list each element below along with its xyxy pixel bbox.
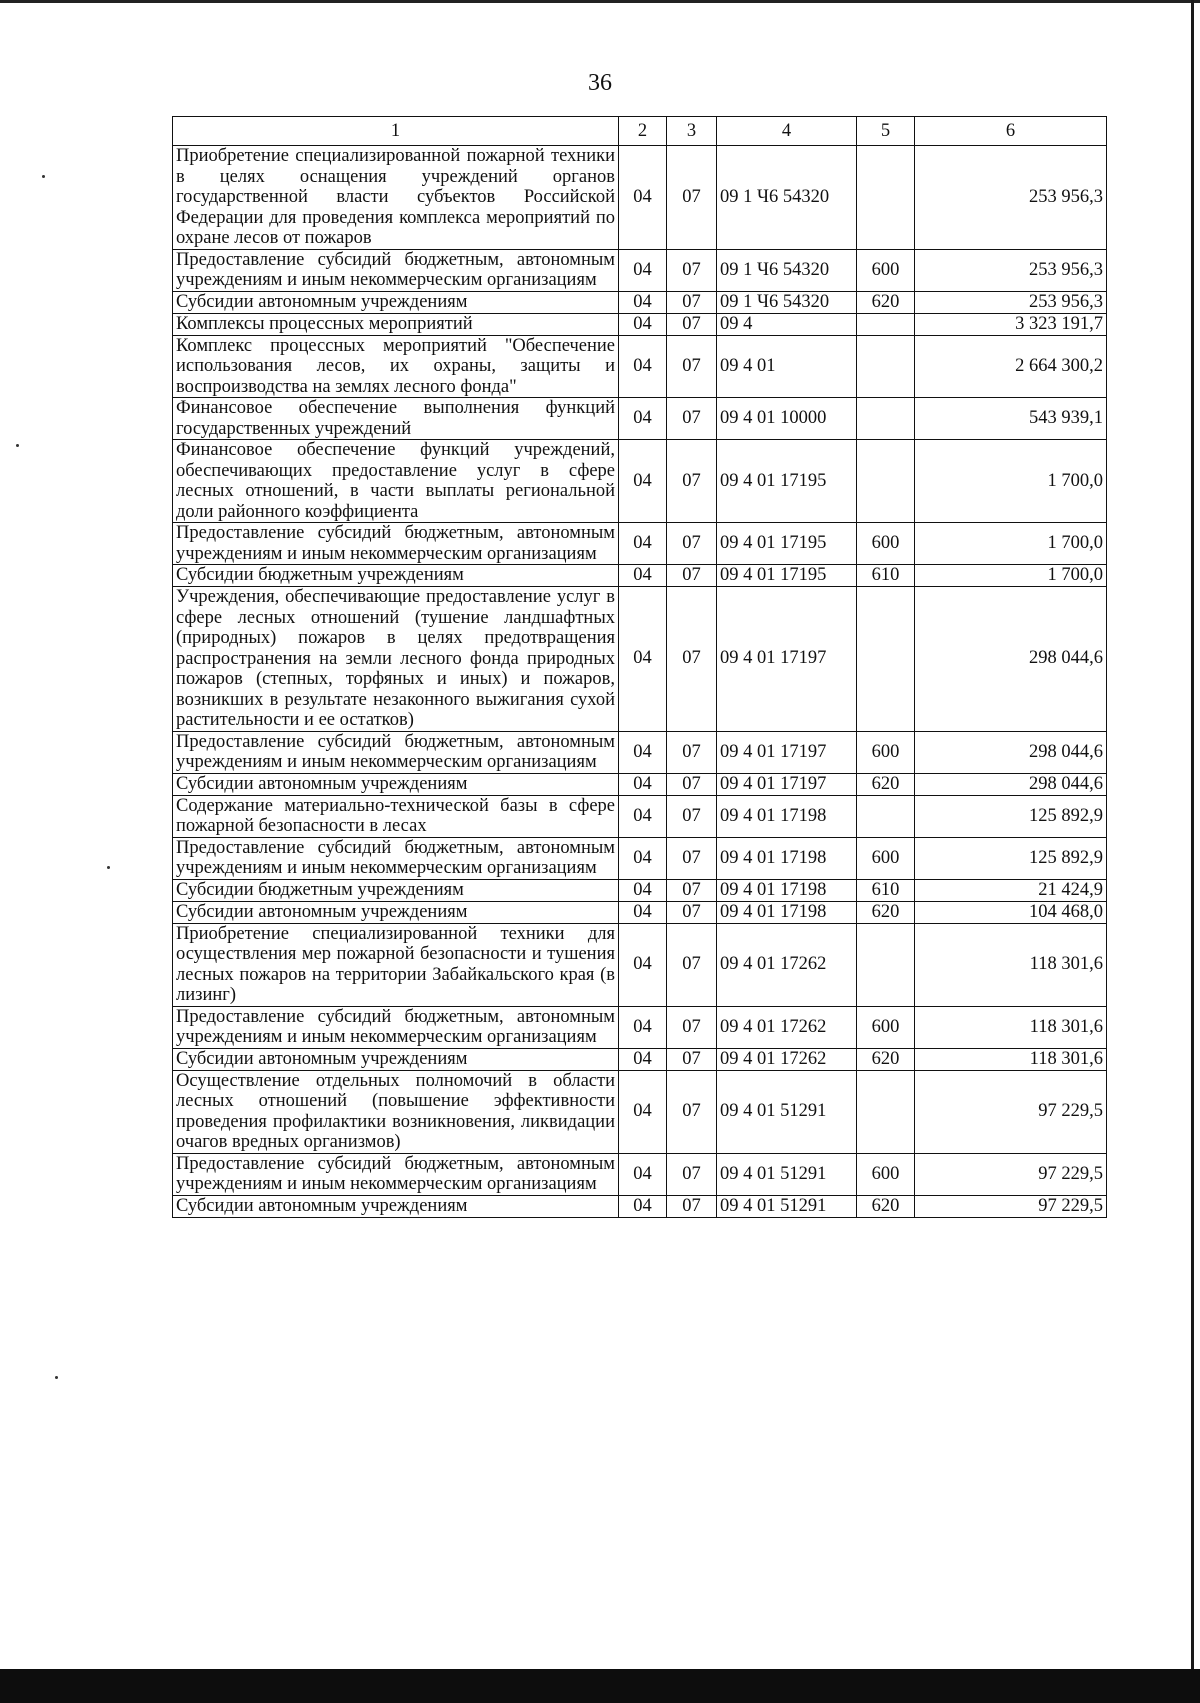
scan-right-edge [1191,0,1194,1703]
target-article-cell: 09 4 01 17262 [717,923,857,1006]
expense-type-cell: 600 [857,249,915,291]
section-code-cell: 04 [619,313,667,335]
section-code-cell: 04 [619,1153,667,1195]
expense-type-cell [857,398,915,440]
subsection-code-cell: 07 [667,795,717,837]
target-article-cell: 09 4 01 [717,335,857,398]
expense-type-cell: 600 [857,837,915,879]
row-name-cell: Субсидии автономным учреждениям [173,901,619,923]
subsection-code-cell: 07 [667,335,717,398]
subsection-code-cell: 07 [667,731,717,773]
section-code-cell: 04 [619,523,667,565]
row-name-cell: Предоставление субсидий бюджетным, автономным учреждениям и иным некоммерческим организациям [173,249,619,291]
section-code-cell: 04 [619,1048,667,1070]
expense-type-cell [857,923,915,1006]
table-row [173,1153,1107,1195]
expense-type-cell [857,313,915,335]
table-row [173,1195,1107,1217]
table-row [173,335,1107,398]
column-header: 6 [915,117,1107,146]
expense-type-cell [857,1070,915,1153]
subsection-code-cell: 07 [667,440,717,523]
row-name-cell: Субсидии автономным учреждениям [173,1195,619,1217]
expense-type-cell: 610 [857,879,915,901]
amount-cell: 118 301,6 [915,1006,1107,1048]
amount-cell: 253 956,3 [915,146,1107,250]
section-code-cell: 04 [619,565,667,587]
expense-type-cell [857,335,915,398]
row-name-cell: Финансовое обеспечение выполнения функций государственных учреждений [173,398,619,440]
target-article-cell: 09 4 01 17197 [717,731,857,773]
table-body [173,146,1107,1218]
subsection-code-cell: 07 [667,901,717,923]
row-name-cell: Субсидии автономным учреждениям [173,291,619,313]
subsection-code-cell: 07 [667,249,717,291]
row-name-cell: Предоставление субсидий бюджетным, автономным учреждениям и иным некоммерческим организациям [173,1006,619,1048]
amount-cell: 125 892,9 [915,837,1107,879]
expense-type-cell [857,587,915,732]
row-name-cell: Осуществление отдельных полномочий в области лесных отношений (повышение эффективности проведения профилактики возникновения, ликвидации очагов вредных организмов) [173,1070,619,1153]
row-name-cell: Предоставление субсидий бюджетным, автономным учреждениям и иным некоммерческим организациям [173,837,619,879]
amount-cell: 253 956,3 [915,249,1107,291]
subsection-code-cell: 07 [667,146,717,250]
row-name-cell: Предоставление субсидий бюджетным, автономным учреждениям и иным некоммерческим организациям [173,1153,619,1195]
section-code-cell: 04 [619,249,667,291]
amount-cell: 97 229,5 [915,1153,1107,1195]
amount-cell: 97 229,5 [915,1070,1107,1153]
row-name-cell: Учреждения, обеспечивающие предоставление услуг в сфере лесных отношений (тушение ландшафтных (природных) пожаров в целях предотвращения распространения на земли лесного фонда природных пожаров (степных, торфяных и иных) и пожаров, возникших в результате незаконного выжигания сухой растительности и ее остатков) [173,587,619,732]
expense-type-cell [857,440,915,523]
table-row [173,440,1107,523]
target-article-cell: 09 4 01 17195 [717,440,857,523]
target-article-cell: 09 4 01 17262 [717,1048,857,1070]
scan-speck [16,444,19,447]
column-header: 2 [619,117,667,146]
table-row [173,565,1107,587]
target-article-cell: 09 1 Ч6 54320 [717,249,857,291]
subsection-code-cell: 07 [667,523,717,565]
amount-cell: 253 956,3 [915,291,1107,313]
target-article-cell: 09 4 01 51291 [717,1070,857,1153]
section-code-cell: 04 [619,795,667,837]
section-code-cell: 04 [619,879,667,901]
section-code-cell: 04 [619,731,667,773]
table-header-row [173,117,1107,146]
target-article-cell: 09 4 01 10000 [717,398,857,440]
amount-cell: 298 044,6 [915,587,1107,732]
table-row [173,879,1107,901]
target-article-cell: 09 4 01 17197 [717,587,857,732]
table-row [173,398,1107,440]
section-code-cell: 04 [619,1070,667,1153]
section-code-cell: 04 [619,146,667,250]
table-row [173,901,1107,923]
row-name-cell: Содержание материально-технической базы в сфере пожарной безопасности в лесах [173,795,619,837]
amount-cell: 2 664 300,2 [915,335,1107,398]
target-article-cell: 09 4 01 17198 [717,795,857,837]
table-row [173,1048,1107,1070]
row-name-cell: Комплекс процессных мероприятий "Обеспечение использования лесов, их охраны, защиты и воспроизводства на землях лесного фонда" [173,335,619,398]
table-row [173,731,1107,773]
target-article-cell: 09 4 01 17195 [717,565,857,587]
table-row [173,291,1107,313]
expense-type-cell: 620 [857,1195,915,1217]
expense-type-cell: 620 [857,291,915,313]
subsection-code-cell: 07 [667,1195,717,1217]
subsection-code-cell: 07 [667,923,717,1006]
table-row [173,313,1107,335]
table-row [173,1070,1107,1153]
column-header: 3 [667,117,717,146]
target-article-cell: 09 4 01 17198 [717,901,857,923]
subsection-code-cell: 07 [667,773,717,795]
column-header: 5 [857,117,915,146]
expense-type-cell: 620 [857,901,915,923]
target-article-cell: 09 4 01 51291 [717,1195,857,1217]
subsection-code-cell: 07 [667,291,717,313]
scan-speck [107,866,110,869]
expense-type-cell [857,795,915,837]
section-code-cell: 04 [619,398,667,440]
amount-cell: 543 939,1 [915,398,1107,440]
target-article-cell: 09 4 [717,313,857,335]
table-row [173,249,1107,291]
scan-speck [55,1376,58,1379]
subsection-code-cell: 07 [667,398,717,440]
table-row [173,837,1107,879]
amount-cell: 298 044,6 [915,773,1107,795]
table-row [173,795,1107,837]
row-name-cell: Комплексы процессных мероприятий [173,313,619,335]
section-code-cell: 04 [619,440,667,523]
row-name-cell: Приобретение специализированной пожарной техники в целях оснащения учреждений органов государственной власти субъектов Российской Федерации для проведения комплекса мероприятий по охране лесов от пожаров [173,146,619,250]
scan-bottom-edge [0,1669,1200,1703]
scan-top-edge [0,0,1200,3]
section-code-cell: 04 [619,587,667,732]
target-article-cell: 09 1 Ч6 54320 [717,291,857,313]
scan-speck [42,175,45,178]
expense-type-cell: 620 [857,773,915,795]
amount-cell: 97 229,5 [915,1195,1107,1217]
section-code-cell: 04 [619,923,667,1006]
expense-type-cell: 620 [857,1048,915,1070]
expense-type-cell: 600 [857,731,915,773]
subsection-code-cell: 07 [667,1048,717,1070]
subsection-code-cell: 07 [667,565,717,587]
expense-type-cell: 600 [857,1153,915,1195]
amount-cell: 118 301,6 [915,1048,1107,1070]
subsection-code-cell: 07 [667,837,717,879]
amount-cell: 3 323 191,7 [915,313,1107,335]
target-article-cell: 09 4 01 17198 [717,837,857,879]
row-name-cell: Предоставление субсидий бюджетным, автономным учреждениям и иным некоммерческим организациям [173,523,619,565]
table-row [173,1006,1107,1048]
target-article-cell: 09 1 Ч6 54320 [717,146,857,250]
table-row [173,523,1107,565]
subsection-code-cell: 07 [667,313,717,335]
target-article-cell: 09 4 01 17262 [717,1006,857,1048]
section-code-cell: 04 [619,335,667,398]
page-number: 36 [588,70,612,96]
budget-table [172,116,1107,1218]
target-article-cell: 09 4 01 17195 [717,523,857,565]
subsection-code-cell: 07 [667,1153,717,1195]
row-name-cell: Субсидии автономным учреждениям [173,773,619,795]
target-article-cell: 09 4 01 17197 [717,773,857,795]
amount-cell: 125 892,9 [915,795,1107,837]
section-code-cell: 04 [619,1006,667,1048]
amount-cell: 1 700,0 [915,565,1107,587]
column-header: 4 [717,117,857,146]
subsection-code-cell: 07 [667,879,717,901]
target-article-cell: 09 4 01 51291 [717,1153,857,1195]
row-name-cell: Предоставление субсидий бюджетным, автономным учреждениям и иным некоммерческим организациям [173,731,619,773]
subsection-code-cell: 07 [667,1006,717,1048]
section-code-cell: 04 [619,291,667,313]
subsection-code-cell: 07 [667,587,717,732]
amount-cell: 1 700,0 [915,523,1107,565]
expense-type-cell [857,146,915,250]
section-code-cell: 04 [619,773,667,795]
amount-cell: 104 468,0 [915,901,1107,923]
row-name-cell: Приобретение специализированной техники для осуществления мер пожарной безопасности и тушения лесных пожаров на территории Забайкальского края (в лизинг) [173,923,619,1006]
amount-cell: 1 700,0 [915,440,1107,523]
row-name-cell: Финансовое обеспечение функций учреждений, обеспечивающих предоставление услуг в сфере лесных отношений, в части выплаты региональной доли районного коэффициента [173,440,619,523]
table-row [173,146,1107,250]
row-name-cell: Субсидии бюджетным учреждениям [173,879,619,901]
section-code-cell: 04 [619,901,667,923]
expense-type-cell: 600 [857,523,915,565]
row-name-cell: Субсидии автономным учреждениям [173,1048,619,1070]
expense-type-cell: 610 [857,565,915,587]
target-article-cell: 09 4 01 17198 [717,879,857,901]
table-row [173,587,1107,732]
row-name-cell: Субсидии бюджетным учреждениям [173,565,619,587]
expense-type-cell: 600 [857,1006,915,1048]
amount-cell: 298 044,6 [915,731,1107,773]
section-code-cell: 04 [619,837,667,879]
column-header: 1 [173,117,619,146]
section-code-cell: 04 [619,1195,667,1217]
subsection-code-cell: 07 [667,1070,717,1153]
table-row [173,923,1107,1006]
amount-cell: 21 424,9 [915,879,1107,901]
amount-cell: 118 301,6 [915,923,1107,1006]
table-row [173,773,1107,795]
